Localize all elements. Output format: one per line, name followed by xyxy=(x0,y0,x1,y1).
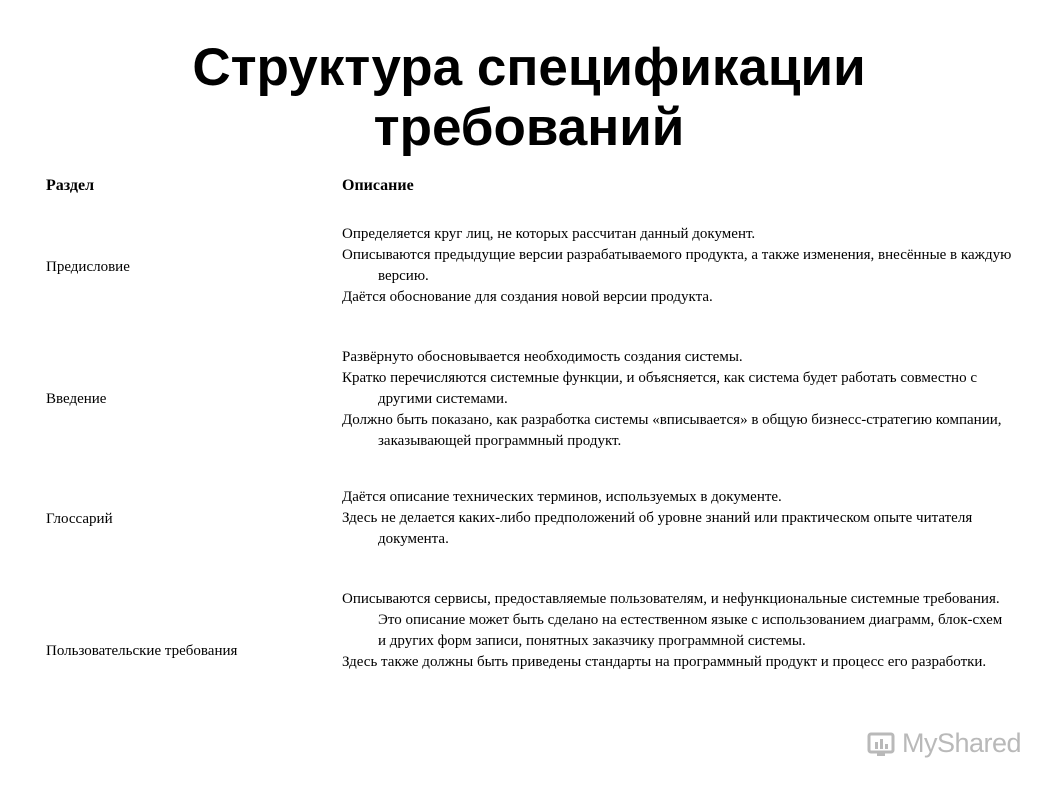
column-header-description: Описание xyxy=(342,177,414,194)
page-title-line1: Структура спецификации xyxy=(192,38,866,97)
description-item: Определяется круг лиц, не которых рассчитан данный документ. xyxy=(342,226,756,242)
column-header-section: Раздел xyxy=(46,177,95,194)
page-title xyxy=(0,38,1058,158)
description-item: Даётся описание технических терминов, используемых в документе. xyxy=(342,489,782,505)
row-label-preface: Предисловие xyxy=(46,259,130,275)
description-item: Даётся обоснование для создания новой версии продукта. xyxy=(342,289,713,305)
description-item: Здесь также должны быть приведены стандарты на программный продукт и процесс его разработки. xyxy=(342,654,987,670)
row-label-user-requirements: Пользовательские требования xyxy=(46,643,238,659)
watermark xyxy=(866,728,1021,759)
logo-icon xyxy=(866,729,896,759)
page-title-line2: требований xyxy=(373,98,685,157)
watermark-text: MyShared xyxy=(902,728,1022,758)
row-label-introduction: Введение xyxy=(46,391,107,407)
row-description-user-requirements xyxy=(342,589,1012,673)
description-item: Описываются предыдущие версии разрабатываемого продукта, а также изменения, внесённые в каждую версию. xyxy=(342,247,1012,284)
description-item: Развёрнуто обосновывается необходимость создания системы. xyxy=(342,349,743,365)
row-description-glossary xyxy=(342,487,1012,550)
description-item: Описываются сервисы, предоставляемые пользователям, и нефункциональные системные требования. Это описание может быть сделано на естественном языке с использованием диаграмм, блок-схем и других форм записи, понятных заказчику программной системы. xyxy=(342,591,1003,649)
description-item: Кратко перечисляются системные функции, и объясняется, как система будет работать совместно с другими системами. xyxy=(342,370,977,407)
row-description-introduction xyxy=(342,347,1012,452)
description-item: Здесь не делается каких-либо предположений об уровне знаний или практическом опыте читателя документа. xyxy=(342,510,973,547)
description-item: Должно быть показано, как разработка системы «вписывается» в общую бизнесс-стратегию компании, заказывающей программный продукт. xyxy=(342,412,1002,449)
row-label-glossary: Глоссарий xyxy=(46,511,113,527)
row-description-preface xyxy=(342,224,1012,308)
